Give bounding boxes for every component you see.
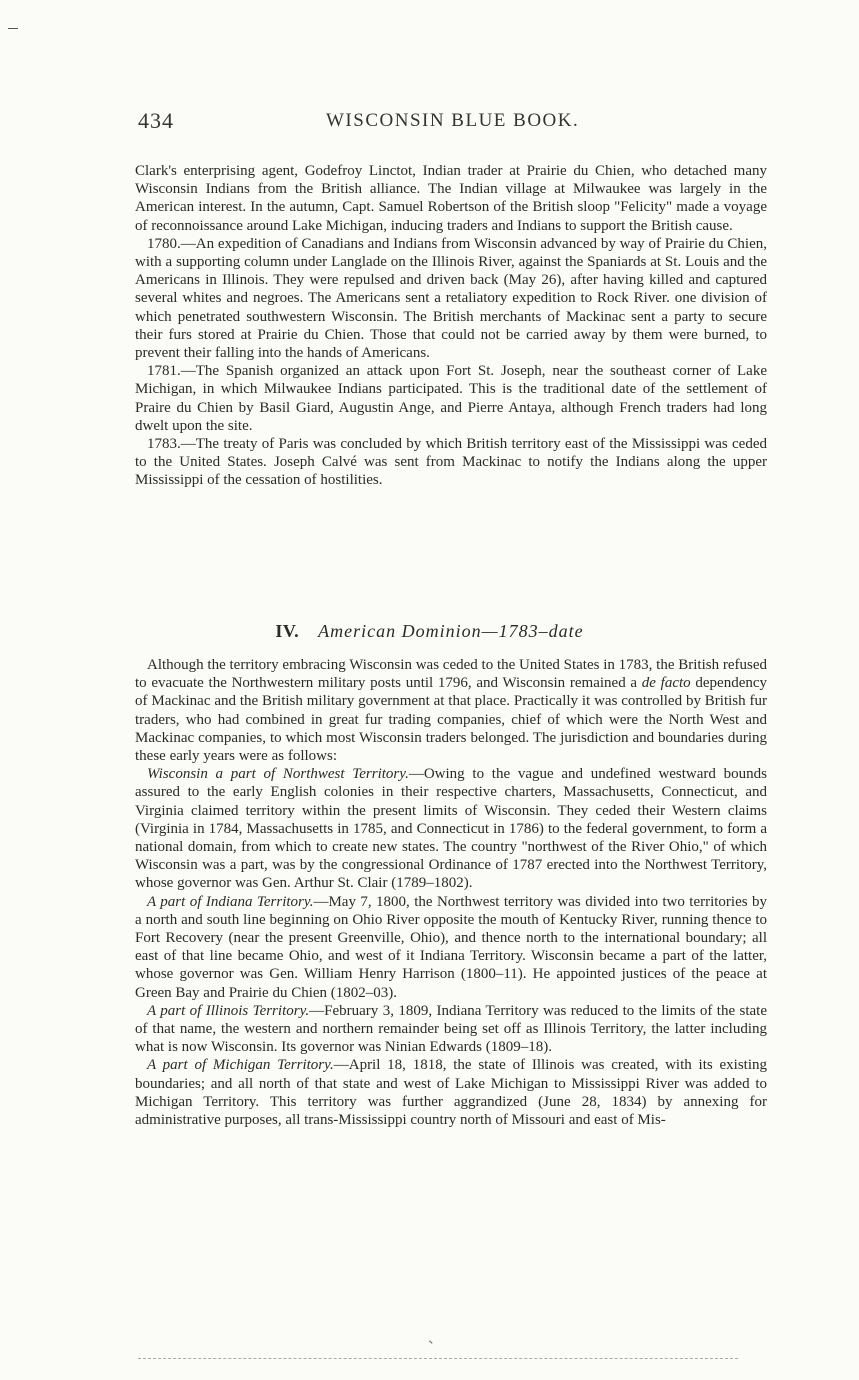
- section-number: IV.: [275, 621, 300, 641]
- scan-edge-mark: [8, 28, 18, 29]
- paragraph-indiana-territory: [135, 893, 767, 1002]
- subhead-illinois-territory: A part of Illinois Territory.: [147, 1002, 310, 1019]
- indiana-territory-text: —May 7, 1800, the Northwest territory was divided into two territories by a north and south line beginning on Ohio River opposite the mouth of Kentucky River, running thence to Fort Recovery (near the present Greenville, Ohio), and thence north to the international boundary; all east of that line became Ohio, and west of it Indiana Territory. Wisconsin became a part of the latter, whose governor was Gen. William Henry Harrison (1800–11). He appointed justices of the peace at Green Bay and Prairie du Chien (1802–03).: [135, 893, 768, 1001]
- paragraph-1780: 1780.—An expedition of Canadians and Indians from Wisconsin advanced by way of Prairie du Chien, with a supporting column under Langlade on the Illinois River, against the Spaniards at St. Louis and the Americans in Illinois. They were repulsed and driven back (May 26), after having killed and captured several whites and negroes. The Americans sent a retaliatory expedition to Rock River. one division of which penetrated southwestern Wisconsin. The British merchants of Mackinac sent a party to secure their furs stored at Prairie du Chien. Those that could not be carried away by them were burned, to prevent their falling into the hands of Americans.: [135, 235, 767, 362]
- page-number: 434: [138, 108, 174, 133]
- paragraph-intro: [135, 656, 767, 765]
- scan-footer-artifact: [138, 1358, 738, 1359]
- subhead-northwest-territory: Wisconsin a part of Northwest Territory.: [147, 766, 409, 783]
- paragraph: Clark's enterprising agent, Godefroy Linctot, Indian trader at Prairie du Chien, who detached many Wisconsin Indians from the British alliance. The Indian village at Milwaukee was largely in the American interest. In the autumn, Capt. Samuel Robertson of the British sloop "Felicity" made a voyage of reconnoissance around Lake Michigan, inducing traders and Indians to support the British cause.: [135, 163, 767, 234]
- northwest-territory-text: —Owing to the vague and undefined westward bounds assured to the early English colonies in their respective charters, Massachusetts, Connecticut, and Virginia claimed territory within the present limits of Wisconsin. They ceded their Western claims (Virginia in 1784, Massachusetts in 1785, and Connecticut in 1786) to the federal government, to form a national domain, from which to create new states. The country "northwest of the River Ohio," of which Wisconsin was a part, was by the congressional Ordinance of 1787 erected into the Northwest Territory, whose governor was Gen. Arthur St. Clair (1789–1802).: [135, 766, 767, 892]
- subhead-indiana-territory: A part of Indiana Territory.: [147, 893, 314, 910]
- illinois-territory-text: —February 3, 1809, Indiana Territory was reduced to the limits of the state of that name, the western and northern remainder being set off as Illinois Territory, the latter including what is now Wisconsin. Its governor was Ninian Edwards (1809–18).: [135, 1002, 767, 1056]
- running-head: WISCONSIN BLUE BOOK.: [326, 110, 580, 131]
- section-title: American Dominion—1783–date: [318, 621, 584, 641]
- text-block-continuation: [135, 162, 767, 490]
- scan-speck: [429, 1337, 435, 1343]
- section-heading: [0, 621, 859, 642]
- de-facto-term: de facto: [641, 675, 691, 692]
- michigan-territory-text: —April 18, 1818, the state of Illinois was created, with its existing boundaries; and all north of that state and west of Lake Michigan to Mississippi River was added to Michigan Territory. This territory was further aggrandized (June 28, 1834) by annexing for administrative purposes, all trans-Mississippi country north of Missouri and east of Mis-: [135, 1057, 767, 1129]
- page-header: [138, 108, 768, 138]
- intro-text: Although the territory embracing Wisconsin was ceded to the United States in 1783, the British refused to evacuate the Northwestern military posts until 1796, and Wisconsin remained a: [135, 657, 767, 692]
- paragraph-1783: 1783.—The treaty of Paris was concluded by which British territory east of the Mississippi was ceded to the United States. Joseph Calvé was sent from Mackinac to notify the Indians along the upper Mississippi of the cessation of hostilities.: [135, 436, 767, 489]
- subhead-michigan-territory: A part of Michigan Territory.: [147, 1057, 334, 1074]
- paragraph-illinois-territory: [135, 1002, 767, 1057]
- paragraph-northwest-territory: [135, 765, 767, 892]
- text-block-american-dominion: [135, 656, 767, 1129]
- paragraph-michigan-territory: [135, 1056, 767, 1129]
- intro-text-rest: dependency of Mackinac and the British military government at that place. Practically it was controlled by British fur traders, who had combined in great fur trading companies, chief of which were the North West and Mackinac companies, to which most Wisconsin traders belonged. The jurisdiction and boundaries during these early years were as follows:: [135, 675, 768, 765]
- paragraph-1781: 1781.—The Spanish organized an attack upon Fort St. Joseph, near the southeast corner of Lake Michigan, in which Milwaukee Indians participated. This is the traditional date of the settlement of Praire du Chien by Basil Giard, Augustin Ange, and Pierre Antaya, although French traders had long dwelt upon the site.: [135, 363, 767, 434]
